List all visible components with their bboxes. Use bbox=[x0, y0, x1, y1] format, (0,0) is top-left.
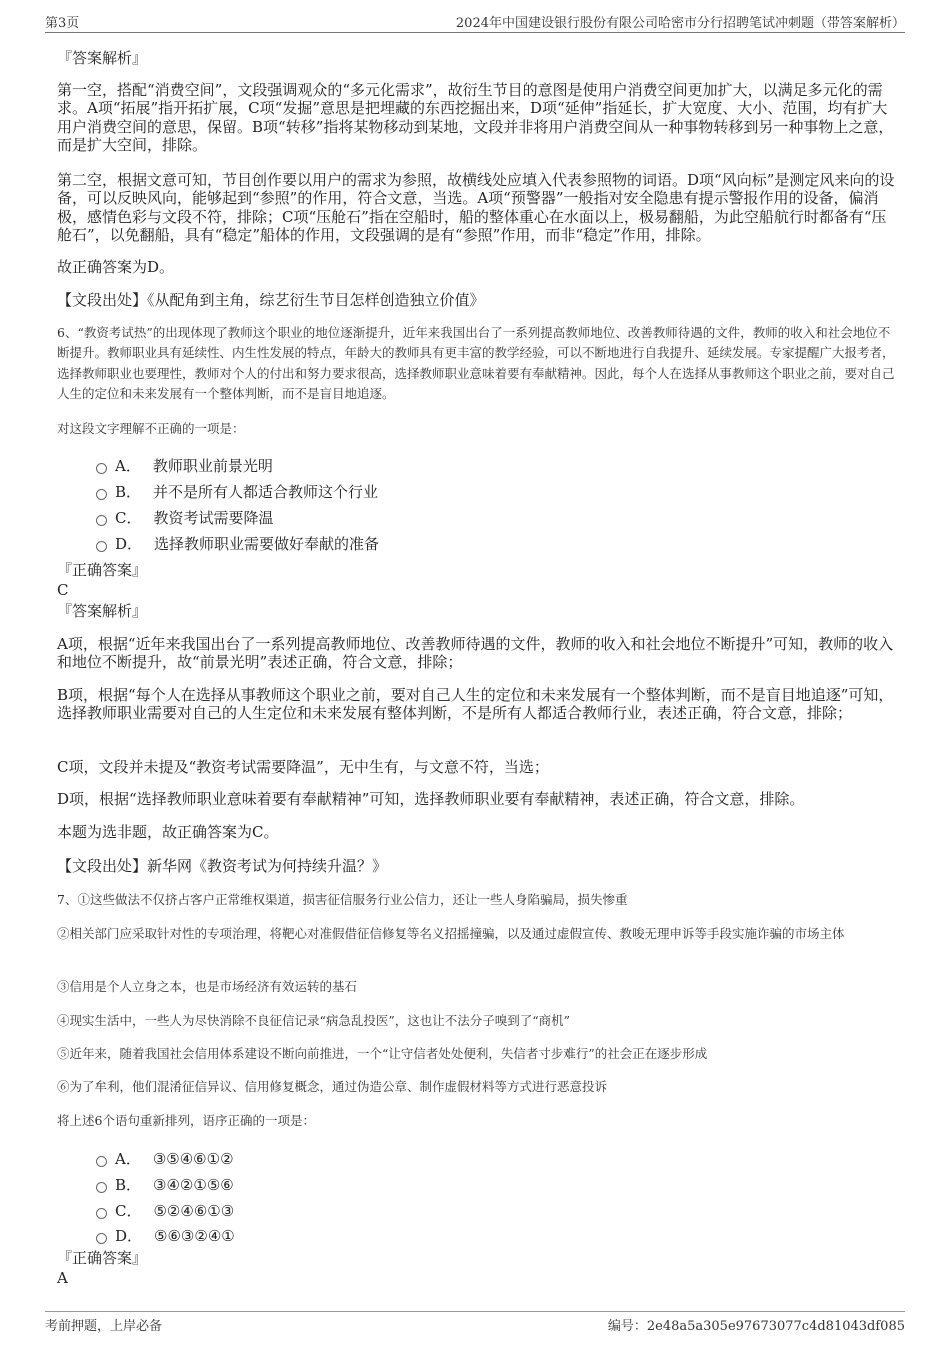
option-key: C． bbox=[115, 509, 142, 527]
q6-source: 【文段出处】新华网《教资考试为何持续升温？》 bbox=[57, 857, 388, 875]
q6-option-d[interactable] bbox=[96, 535, 379, 553]
q6-stem: 6、“教资考试热”的出现体现了教师这个职业的地位逐渐提升，近年来我国出台了一系列提高教师地位、改善教师待遇的文件，教师的收入和社会地位不断提升。教师职业具有延续性、内生性发展的特点，年龄大的教师具有更丰富的教学经验，可以不断地进行自我提升、延续发展。专家提醒广大报考者，选择教师职业也要理性，教师对个人的付出和努力要求很高，选择教师职业意味着要有奉献精神。因此，每个人在选择从事教师这个职业之前，要对自己人生的定位和未来发展有一个整体判断，而不是盲目地追逐。 bbox=[57, 325, 895, 401]
option-key: B． bbox=[115, 483, 142, 501]
q7-option-b[interactable] bbox=[96, 1176, 234, 1194]
option-text: 教师职业前景光明 bbox=[152, 457, 273, 475]
option-key: D． bbox=[115, 535, 143, 553]
radio-icon[interactable] bbox=[96, 541, 107, 552]
radio-icon[interactable] bbox=[96, 463, 107, 474]
q5-analysis-label: 『答案解析』 bbox=[57, 49, 148, 67]
page-header bbox=[45, 12, 905, 33]
q7-sentence-1: 7、①这些做法不仅挤占客户正常维权渠道，损害征信服务行业公信力，还让一些人身陷骗局，损失惨重 bbox=[57, 892, 628, 907]
q6-analysis-c: C项，文段并未提及“教资考试需要降温”，无中生有，与文意不符，当选； bbox=[57, 758, 549, 776]
q6-conclusion: 本题为选非题，故正确答案为C。 bbox=[57, 823, 279, 841]
footer-slogan: 考前押题，上岸必备 bbox=[45, 1319, 163, 1334]
q6-analysis-d: D项，根据“选择教师职业意味着要有奉献精神”可知，选择教师职业要有奉献精神，表述正确，符合文意，排除。 bbox=[57, 790, 805, 808]
radio-icon[interactable] bbox=[96, 1182, 107, 1193]
page-number: 第3页 bbox=[45, 16, 80, 31]
q6-question: 对这段文字理解不正确的一项是： bbox=[57, 421, 245, 436]
document-title: 2024年中国建设银行股份有限公司哈密市分行招聘笔试冲刺题（带答案解析） bbox=[455, 16, 905, 31]
option-text: 选择教师职业需要做好奉献的准备 bbox=[154, 535, 380, 553]
q7-option-a[interactable] bbox=[96, 1150, 234, 1168]
q7-answer: A bbox=[57, 1269, 68, 1287]
q7-sentence-3: ③信用是个人立身之本，也是市场经济有效运转的基石 bbox=[57, 979, 358, 994]
radio-icon[interactable] bbox=[96, 1156, 107, 1167]
option-key: A． bbox=[115, 457, 141, 475]
q7-question: 将上述6个语句重新排列，语序正确的一项是： bbox=[57, 1113, 315, 1128]
q6-answer: C bbox=[57, 581, 69, 599]
option-text: ③④②①⑤⑥ bbox=[153, 1176, 234, 1194]
option-key: D． bbox=[115, 1227, 143, 1245]
q7-option-d[interactable] bbox=[96, 1227, 235, 1245]
q7-answer-label: 『正确答案』 bbox=[57, 1249, 148, 1267]
q5-analysis-para2: 第二空，根据文意可知，节目创作要以用户的需求为参照，故横线处应填入代表参照物的词语。D项“风向标”是测定风来向的设备，可以反映风向，能够起到“参照”的作用，符合文意，当选。A项“预警器”一般指对安全隐患有提示警报作用的设备，偏消极，感情色彩与文段不符，排除；C项“压舱石”指在空船时，船的整体重心在水面以上，极易翻船，为此空船航行时都备有“压舱石”，以免翻船，具有“稳定”船体的作用，文段强调的是有“参照”作用，而非“稳定”作用，排除。 bbox=[57, 171, 895, 244]
page-footer bbox=[45, 1311, 905, 1336]
option-text: ⑤②④⑥①③ bbox=[153, 1202, 235, 1220]
q6-analysis-label: 『答案解析』 bbox=[57, 602, 148, 620]
q7-sentence-5: ⑤近年来，随着我国社会信用体系建设不断向前推进，一个“让守信者处处便利，失信者寸步难行”的社会正在逐步形成 bbox=[57, 1046, 708, 1061]
q7-sentence-6: ⑥为了牟利，他们混淆征信异议、信用修复概念，通过伪造公章、制作虚假材料等方式进行恶意投诉 bbox=[57, 1079, 608, 1094]
q7-sentence-2: ②相关部门应采取针对性的专项治理，将靶心对准假借征信修复等名义招摇撞骗，以及通过虚假宣传、教唆无理申诉等手段实施诈骗的市场主体 bbox=[57, 926, 845, 941]
q6-option-a[interactable] bbox=[96, 457, 273, 475]
q5-source: 【文段出处】《从配角到主角，综艺衍生节目怎样创造独立价值》 bbox=[57, 291, 485, 309]
radio-icon[interactable] bbox=[96, 489, 107, 500]
radio-icon[interactable] bbox=[96, 515, 107, 526]
radio-icon[interactable] bbox=[96, 1233, 107, 1244]
document-id: 编号：2e48a5a305e97673077c4d81043df085 bbox=[607, 1319, 905, 1334]
option-text: 并不是所有人都适合教师这个行业 bbox=[153, 483, 379, 501]
option-key: C． bbox=[115, 1202, 142, 1220]
q6-option-c[interactable] bbox=[96, 509, 274, 527]
q5-analysis-para1: 第一空，搭配“消费空间”，文段强调观众的“多元化需求”，故衍生节目的意图是使用户消费空间更加扩大，以满足多元化的需求。A项“拓展”指开拓扩展，C项“发掘”意思是把埋藏的东西挖掘出来，D项“延伸”指延长，扩大宽度、大小、范围，均有扩大用户消费空间的意思，保留。B项“转移”指将某物移动到某地，文段并非将用户消费空间从一种事物转移到另一种事物上之意，而是扩大空间，排除。 bbox=[57, 81, 894, 154]
q6-analysis-b: B项，根据“每个人在选择从事教师这个职业之前，要对自己人生的定位和未来发展有一个整体判断，而不是盲目地追逐”可知，选择教师职业需要对自己的人生定位和未来发展有整体判断，不是所有人都适合教师行业，表述正确，符合文意，排除； bbox=[57, 686, 894, 723]
q7-option-c[interactable] bbox=[96, 1202, 234, 1220]
q6-analysis-a: A项，根据“近年来我国出台了一系列提高教师地位、改善教师待遇的文件，教师的收入和社会地位不断提升”可知，教师的收入和地位不断提升，故“前景光明”表述正确，符合文意，排除； bbox=[57, 635, 894, 672]
q6-option-b[interactable] bbox=[96, 483, 378, 501]
radio-icon[interactable] bbox=[96, 1208, 107, 1219]
option-key: B． bbox=[115, 1176, 142, 1194]
q6-answer-label: 『正确答案』 bbox=[57, 561, 148, 579]
q5-conclusion: 故正确答案为D。 bbox=[57, 258, 175, 276]
option-key: A． bbox=[115, 1150, 141, 1168]
option-text: 教资考试需要降温 bbox=[153, 509, 274, 527]
option-text: ⑤⑥③②④① bbox=[154, 1227, 235, 1245]
option-text: ③⑤④⑥①② bbox=[152, 1150, 234, 1168]
q7-sentence-4: ④现实生活中，一些人为尽快消除不良征信记录“病急乱投医”，这也让不法分子嗅到了“商机” bbox=[57, 1013, 571, 1028]
